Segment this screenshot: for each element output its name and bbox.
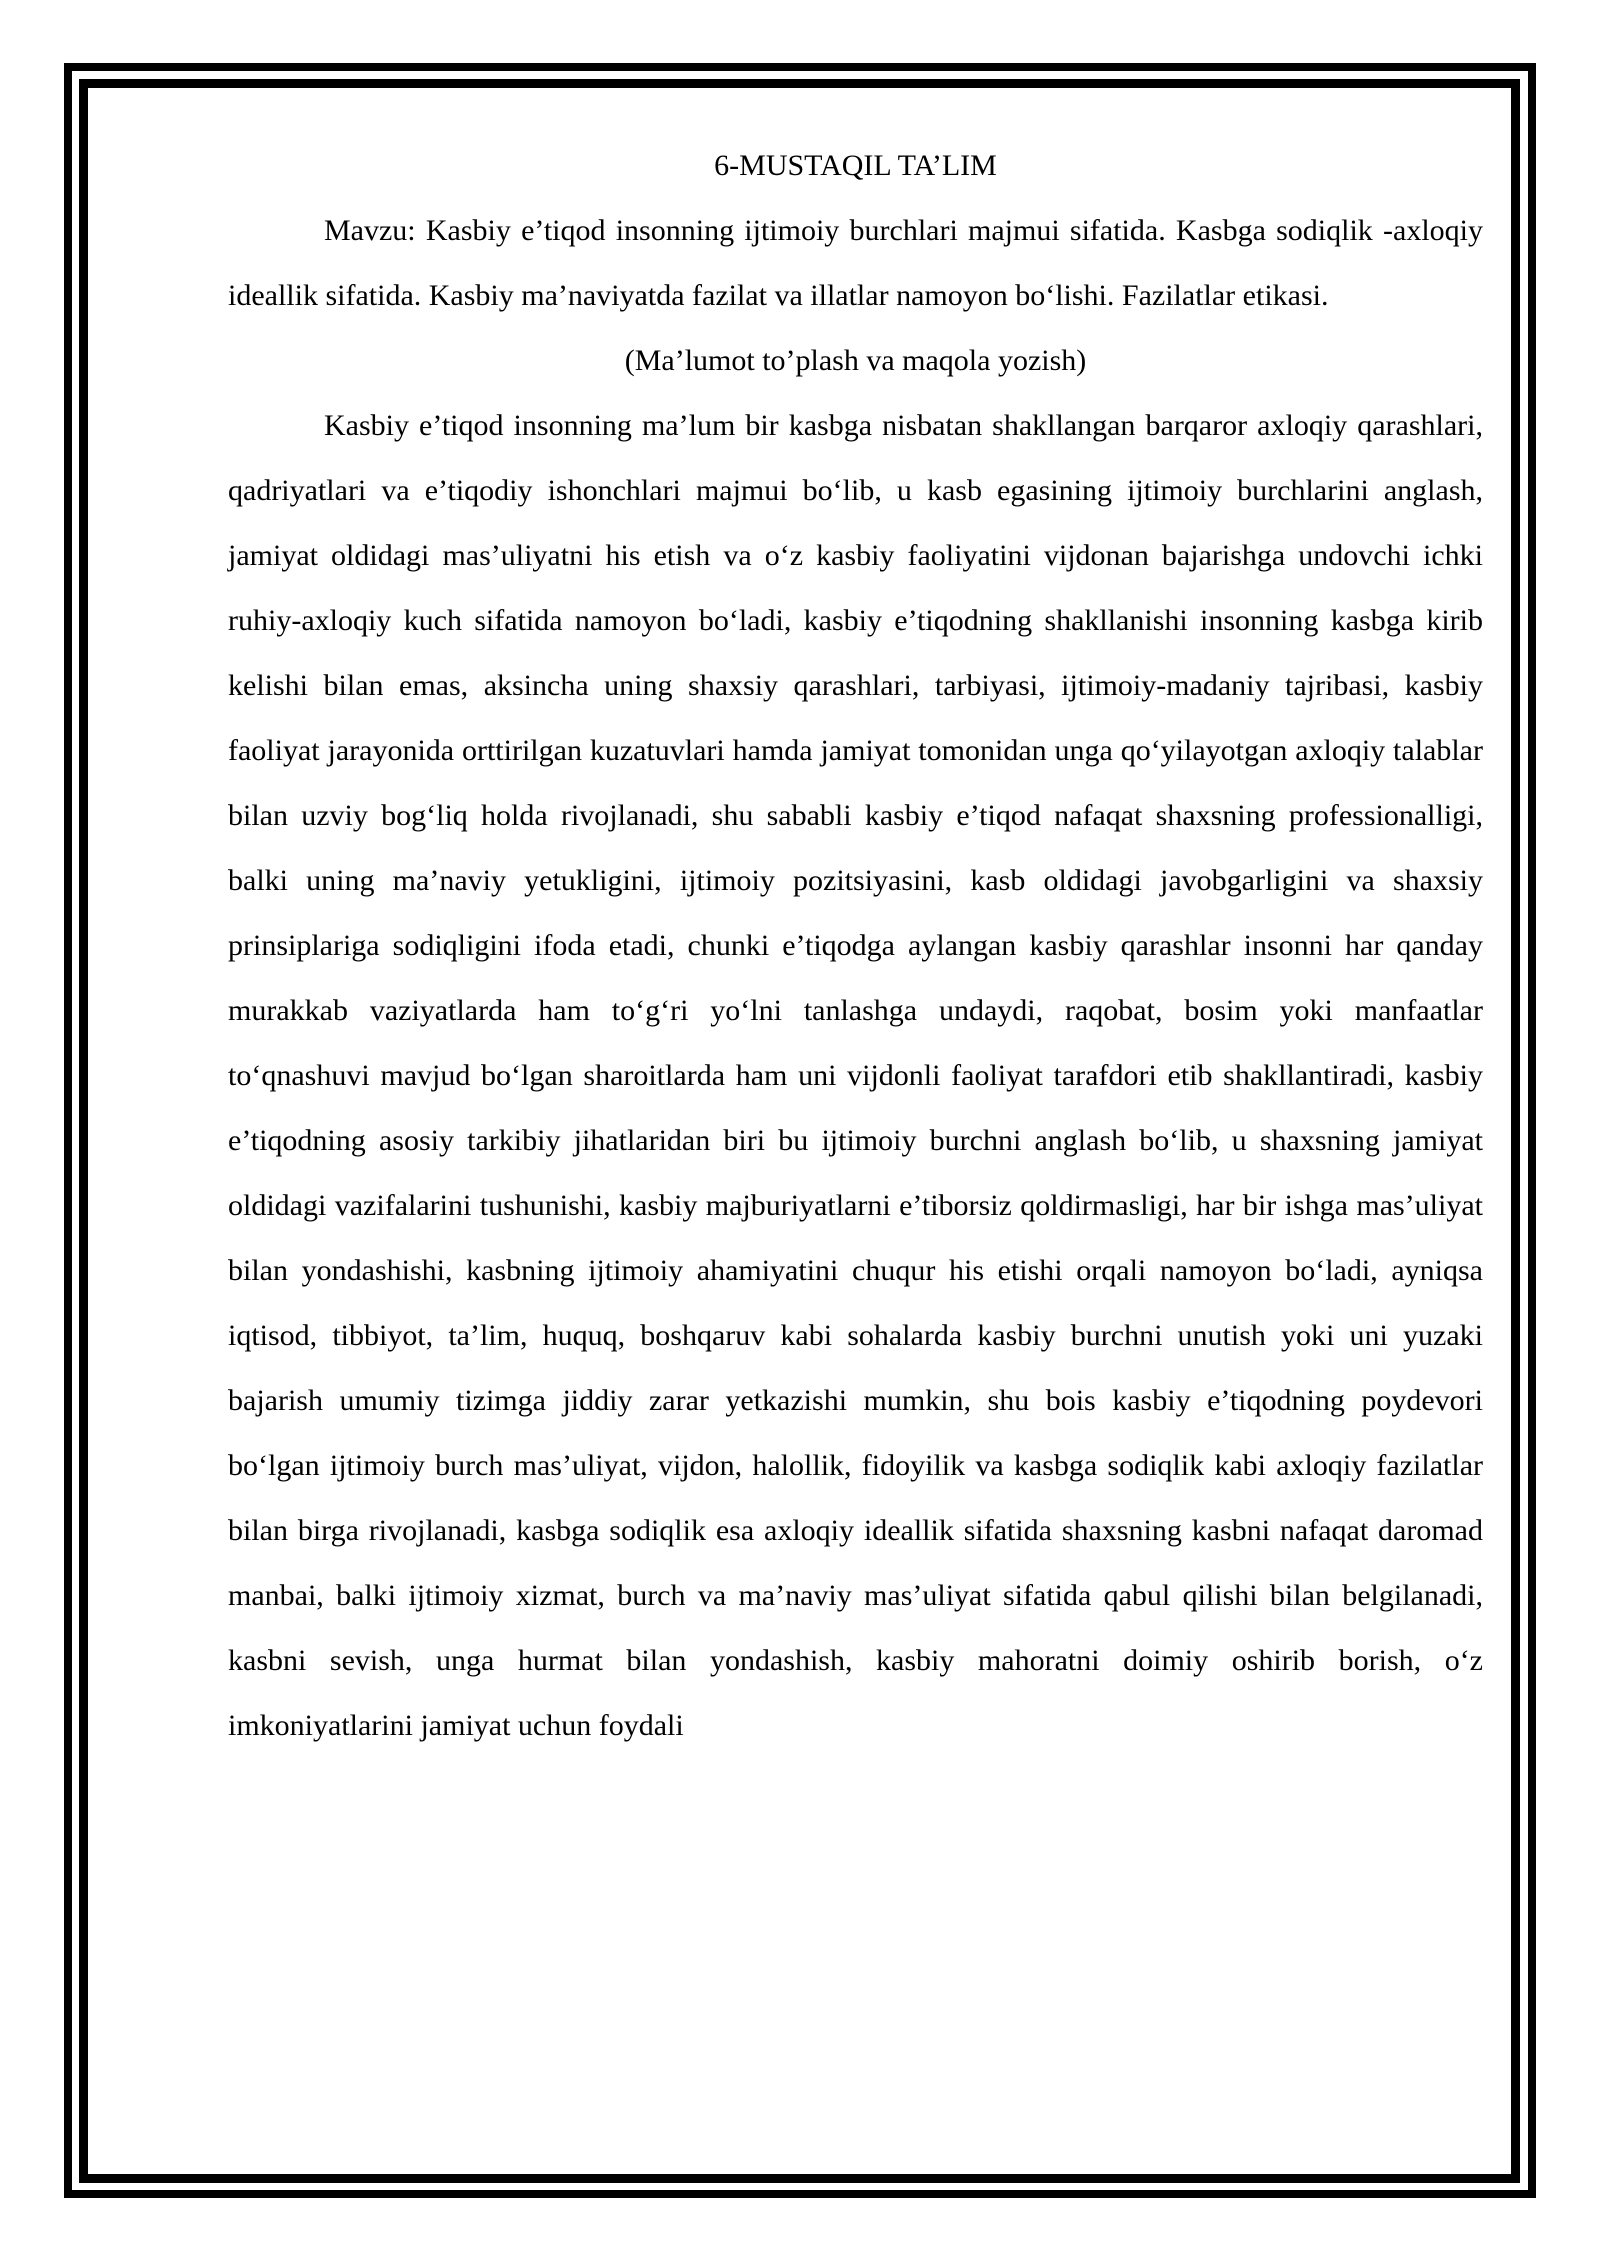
document-subtitle: (Ma’lumot to’plash va maqola yozish) [624,344,1087,377]
text-content-area [228,133,1483,1758]
body-paragraph: Kasbiy e’tiqod insonning ma’lum bir kasbga nisbatan shakllangan barqaror axloqiy qarashlari, qadriyatlari va e’tiqodiy ishonchlari majmui boʻlib, u kasb egasining ijtimoiy burchlarini anglash, jamiyat oldidagi mas’uliyatni his etish va oʻz kasbiy faoliyatini vijdonan bajarishga undovchi ichki ruhiy-axloqiy kuch sifatida namoyon boʻladi, kasbiy e’tiqodning shakllanishi insonning kasbga kirib kelishi bilan emas, aksincha uning shaxsiy qarashlari, tarbiyasi, ijtimoiy-madaniy tajribasi, kasbiy faoliyat jarayonida orttirilgan kuzatuvlari hamda jamiyat tomonidan unga qoʻyilayotgan axloqiy talablar bilan uzviy bogʻliq holda rivojlanadi, shu sababli kasbiy e’tiqod nafaqat shaxsning professionalligi, balki uning ma’naviy yetukligini, ijtimoiy pozitsiyasini, kasb oldidagi javobgarligini va shaxsiy prinsiplariga sodiqligini ifoda etadi, chunki e’tiqodga aylangan kasbiy qarashlar insonni har qanday murakkab vaziyatlarda ham toʻgʻri yoʻlni tanlashga undaydi, raqobat, bosim yoki manfaatlar toʻqnashuvi mavjud boʻlgan sharoitlarda ham uni vijdonli faoliyat tarafdori etib shakllantiradi, kasbiy e’tiqodning asosiy tarkibiy jihatlaridan biri bu ijtimoiy burchni anglash boʻlib, u shaxsning jamiyat oldidagi vazifalarini tushunishi, kasbiy majburiyatlarni e’tiborsiz qoldirmasligi, har bir ishga mas’uliyat bilan yondashishi, kasbning ijtimoiy ahamiyatini chuqur his etishi orqali namoyon boʻladi, ayniqsa iqtisod, tibbiyot, ta’lim, huquq, boshqaruv kabi sohalarda kasbiy burchni unutish yoki uni yuzaki bajarish umumiy tizimga jiddiy zarar yetkazishi mumkin, shu bois kasbiy e’tiqodning poydevori boʻlgan ijtimoiy burch mas’uliyat, vijdon, halollik, fidoyilik va kasbga sodiqlik kabi axloqiy fazilatlar bilan birga rivojlanadi, kasbga sodiqlik esa axloqiy ideallik sifatida shaxsning kasbni nafaqat daromad manbai, balki ijtimoiy xizmat, burch va ma’naviy mas’uliyat sifatida qabul qilishi bilan belgilanadi, kasbni sevish, unga hurmat bilan yondashish, kasbiy mahoratni doimiy oshirib borish, oʻz imkoniyatlarini jamiyat uchun foydali [228,409,1483,1742]
document-title: 6-MUSTAQIL TA’LIM [714,149,997,182]
topic-paragraph: Mavzu: Kasbiy e’tiqod insonning ijtimoiy burchlari majmui sifatida. Kasbga sodiqlik -axloqiy ideallik sifatida. Kasbiy ma’naviyatda fazilat va illatlar namoyon boʻlishi. Fazilatlar etikasi. [228,214,1483,312]
